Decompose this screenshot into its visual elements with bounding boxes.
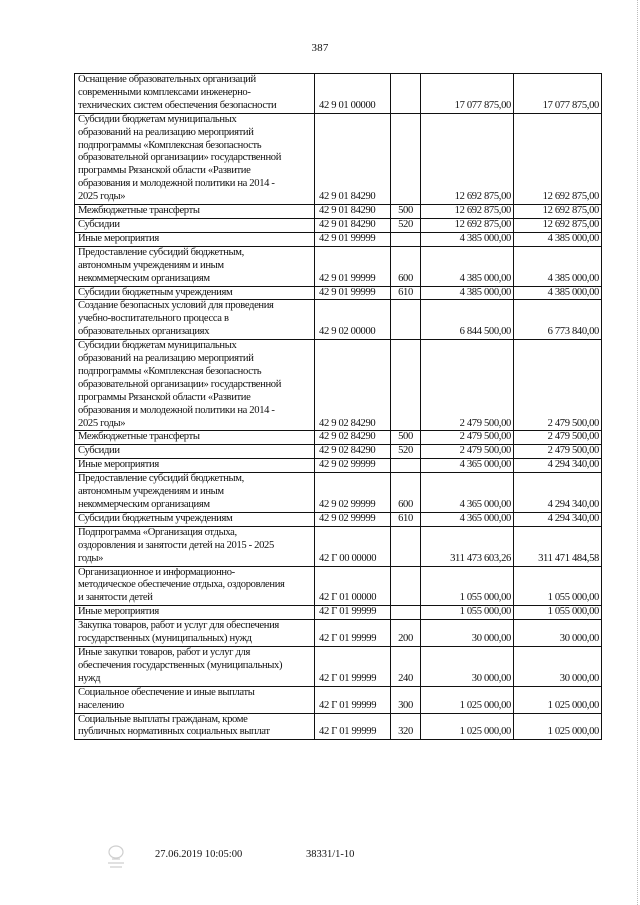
row-name-cell: Социальное обеспечение и иные выплаты населению [75, 686, 315, 713]
table-row [75, 620, 602, 647]
table-row [75, 686, 602, 713]
row-name-cell: Оснащение образовательных организаций современными комплексами инженерно- технических систем обеспечения безопасности [75, 74, 315, 114]
row-expense-type-cell: 520 [391, 445, 421, 459]
row-code-cell: 42 Г 01 00000 [315, 566, 391, 606]
row-code-cell: 42 9 01 00000 [315, 74, 391, 114]
row-amount-1-cell: 1 025 000,00 [421, 686, 514, 713]
row-code-cell: 42 9 01 99999 [315, 246, 391, 286]
row-amount-1-cell: 12 692 875,00 [421, 113, 514, 204]
row-expense-type-cell [391, 74, 421, 114]
row-amount-1-cell: 4 385 000,00 [421, 232, 514, 246]
row-name-cell: Иные закупки товаров, работ и услуг для обеспечения государственных (муниципальных) нужд [75, 646, 315, 686]
row-expense-type-cell [391, 459, 421, 473]
table-row [75, 218, 602, 232]
row-amount-2-cell: 17 077 875,00 [514, 74, 602, 114]
row-expense-type-cell: 500 [391, 205, 421, 219]
row-code-cell: 42 9 01 99999 [315, 232, 391, 246]
row-amount-1-cell: 12 692 875,00 [421, 205, 514, 219]
row-name-cell: Закупка товаров, работ и услуг для обеспечения государственных (муниципальных) нужд [75, 620, 315, 647]
row-amount-1-cell: 4 365 000,00 [421, 512, 514, 526]
row-code-cell: 42 9 01 84290 [315, 205, 391, 219]
row-amount-2-cell: 12 692 875,00 [514, 113, 602, 204]
table-row [75, 713, 602, 740]
table-row [75, 566, 602, 606]
budget-table [74, 73, 602, 740]
row-amount-2-cell: 1 025 000,00 [514, 713, 602, 740]
row-name-cell: Предоставление субсидий бюджетным, автономным учреждениям и иным некоммерческим организациям [75, 473, 315, 513]
row-code-cell: 42 9 01 84290 [315, 113, 391, 204]
table-row [75, 431, 602, 445]
table-row [75, 646, 602, 686]
row-amount-2-cell: 30 000,00 [514, 620, 602, 647]
table-row [75, 232, 602, 246]
row-name-cell: Межбюджетные трансферты [75, 431, 315, 445]
row-name-cell: Субсидии бюджетам муниципальных образований на реализацию мероприятий подпрограммы «Комплексная безопасность образовательной организации» государственной программы Рязанской области «Развитие образования и молодежной политики на 2014 - 2025 годы» [75, 340, 315, 431]
row-code-cell: 42 Г 00 00000 [315, 526, 391, 566]
row-expense-type-cell: 610 [391, 512, 421, 526]
table-row [75, 473, 602, 513]
row-name-cell: Субсидии бюджетам муниципальных образований на реализацию мероприятий подпрограммы «Комплексная безопасность образовательной организации» государственной программы Рязанской области «Развитие образования и молодежной политики на 2014 - 2025 годы» [75, 113, 315, 204]
row-code-cell: 42 9 02 00000 [315, 300, 391, 340]
row-name-cell: Организационное и информационно- методическое обеспечение отдыха, оздоровления и занятости детей [75, 566, 315, 606]
row-name-cell: Межбюджетные трансферты [75, 205, 315, 219]
row-name-cell: Предоставление субсидий бюджетным, автономным учреждениям и иным некоммерческим организациям [75, 246, 315, 286]
row-amount-2-cell: 2 479 500,00 [514, 445, 602, 459]
row-expense-type-cell: 500 [391, 431, 421, 445]
table-row [75, 205, 602, 219]
row-amount-2-cell: 4 294 340,00 [514, 512, 602, 526]
row-code-cell: 42 9 02 84290 [315, 340, 391, 431]
row-code-cell: 42 Г 01 99999 [315, 686, 391, 713]
row-amount-1-cell: 17 077 875,00 [421, 74, 514, 114]
table-row [75, 300, 602, 340]
row-amount-2-cell: 2 479 500,00 [514, 340, 602, 431]
row-code-cell: 42 Г 01 99999 [315, 606, 391, 620]
row-name-cell: Иные мероприятия [75, 459, 315, 473]
table-row [75, 606, 602, 620]
row-name-cell: Субсидии бюджетным учреждениям [75, 512, 315, 526]
row-amount-1-cell: 2 479 500,00 [421, 431, 514, 445]
row-amount-1-cell: 2 479 500,00 [421, 445, 514, 459]
row-amount-2-cell: 4 385 000,00 [514, 232, 602, 246]
row-code-cell: 42 9 02 99999 [315, 459, 391, 473]
footer-timestamp: 27.06.2019 10:05:00 [155, 849, 243, 860]
table-row [75, 445, 602, 459]
row-amount-2-cell: 1 055 000,00 [514, 606, 602, 620]
row-expense-type-cell [391, 340, 421, 431]
page-number: 387 [311, 42, 329, 54]
row-expense-type-cell: 300 [391, 686, 421, 713]
row-name-cell: Социальные выплаты гражданам, кроме публичных нормативных социальных выплат [75, 713, 315, 740]
row-amount-2-cell: 6 773 840,00 [514, 300, 602, 340]
scan-edge [636, 0, 638, 905]
row-amount-1-cell: 2 479 500,00 [421, 340, 514, 431]
table-row [75, 74, 602, 114]
row-code-cell: 42 Г 01 99999 [315, 620, 391, 647]
row-expense-type-cell: 200 [391, 620, 421, 647]
row-amount-1-cell: 6 844 500,00 [421, 300, 514, 340]
row-code-cell: 42 9 01 84290 [315, 218, 391, 232]
row-amount-2-cell: 4 385 000,00 [514, 286, 602, 300]
row-code-cell: 42 9 02 99999 [315, 512, 391, 526]
row-code-cell: 42 9 02 84290 [315, 445, 391, 459]
row-amount-1-cell: 311 473 603,26 [421, 526, 514, 566]
row-expense-type-cell: 320 [391, 713, 421, 740]
row-expense-type-cell: 600 [391, 246, 421, 286]
row-name-cell: Субсидии [75, 218, 315, 232]
row-amount-2-cell: 2 479 500,00 [514, 431, 602, 445]
row-expense-type-cell: 240 [391, 646, 421, 686]
row-name-cell: Иные мероприятия [75, 232, 315, 246]
table-row [75, 459, 602, 473]
table-row [75, 113, 602, 204]
row-name-cell: Иные мероприятия [75, 606, 315, 620]
row-amount-2-cell: 1 025 000,00 [514, 686, 602, 713]
row-code-cell: 42 9 02 84290 [315, 431, 391, 445]
row-amount-1-cell: 1 025 000,00 [421, 713, 514, 740]
table-row [75, 246, 602, 286]
row-code-cell: 42 9 01 99999 [315, 286, 391, 300]
row-amount-1-cell: 4 365 000,00 [421, 459, 514, 473]
table-row [75, 340, 602, 431]
row-amount-2-cell: 4 294 340,00 [514, 459, 602, 473]
budget-table-body [75, 74, 602, 740]
row-amount-1-cell: 12 692 875,00 [421, 218, 514, 232]
row-amount-2-cell: 12 692 875,00 [514, 205, 602, 219]
row-amount-2-cell: 4 385 000,00 [514, 246, 602, 286]
page-footer [0, 849, 640, 879]
row-code-cell: 42 Г 01 99999 [315, 646, 391, 686]
row-amount-1-cell: 4 365 000,00 [421, 473, 514, 513]
row-code-cell: 42 Г 01 99999 [315, 713, 391, 740]
row-amount-2-cell: 30 000,00 [514, 646, 602, 686]
row-expense-type-cell [391, 113, 421, 204]
table-row [75, 286, 602, 300]
row-amount-2-cell: 311 471 484,58 [514, 526, 602, 566]
table-row [75, 512, 602, 526]
row-name-cell: Создание безопасных условий для проведения учебно-воспитательного процесса в образовательных организациях [75, 300, 315, 340]
row-expense-type-cell [391, 606, 421, 620]
row-amount-1-cell: 30 000,00 [421, 620, 514, 647]
row-amount-2-cell: 4 294 340,00 [514, 473, 602, 513]
row-amount-1-cell: 1 055 000,00 [421, 606, 514, 620]
row-expense-type-cell: 520 [391, 218, 421, 232]
row-amount-1-cell: 4 385 000,00 [421, 246, 514, 286]
row-expense-type-cell [391, 526, 421, 566]
row-expense-type-cell [391, 300, 421, 340]
row-expense-type-cell [391, 232, 421, 246]
row-name-cell: Субсидии [75, 445, 315, 459]
row-amount-1-cell: 30 000,00 [421, 646, 514, 686]
row-amount-2-cell: 1 055 000,00 [514, 566, 602, 606]
row-expense-type-cell: 610 [391, 286, 421, 300]
row-amount-2-cell: 12 692 875,00 [514, 218, 602, 232]
row-expense-type-cell: 600 [391, 473, 421, 513]
table-row [75, 526, 602, 566]
registration-stamp-icon [104, 843, 128, 871]
row-name-cell: Субсидии бюджетным учреждениям [75, 286, 315, 300]
row-name-cell: Подпрограмма «Организация отдыха, оздоровления и занятости детей на 2015 - 2025 годы» [75, 526, 315, 566]
row-expense-type-cell [391, 566, 421, 606]
row-amount-1-cell: 1 055 000,00 [421, 566, 514, 606]
row-amount-1-cell: 4 385 000,00 [421, 286, 514, 300]
footer-document-number: 38331/1-10 [306, 849, 355, 860]
row-code-cell: 42 9 02 99999 [315, 473, 391, 513]
